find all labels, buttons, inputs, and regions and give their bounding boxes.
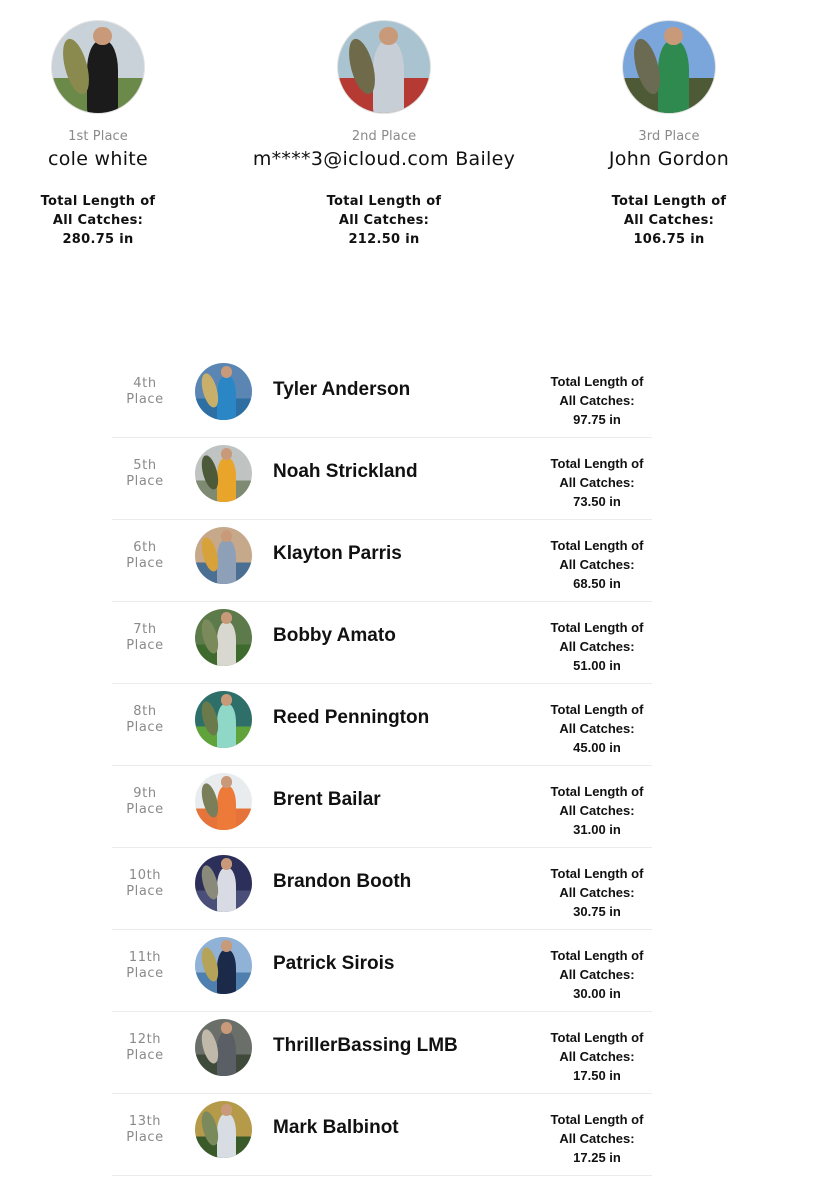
total-value: 45.00 in [573,740,621,755]
total-length [542,1110,652,1167]
avatar[interactable] [195,855,252,912]
total-label-line-2: All Catches: [559,475,635,490]
avatar[interactable] [195,773,252,830]
angler-figure [217,458,236,502]
total-label-line-1: Total Length of [550,1112,644,1127]
angler-head [664,27,682,45]
total-label-line-1: Total Length of [611,194,727,209]
total-value: 280.75 in [62,232,134,247]
total-label-line-1: Total Length of [326,194,442,209]
angler-name[interactable]: Mark Balbinot [273,1117,399,1138]
place-label [112,950,178,982]
total-label-line-1: Total Length of [550,538,644,553]
podium-card-1st[interactable] [0,20,248,249]
avatar[interactable] [195,609,252,666]
total-label-line-1: Total Length of [550,1030,644,1045]
angler-figure [217,786,236,830]
avatar[interactable] [195,363,252,420]
avatar[interactable] [195,691,252,748]
total-length [542,864,652,921]
total-label-line-1: Total Length of [550,456,644,471]
avatar[interactable] [195,527,252,584]
podium-top-three [0,0,813,260]
angler-figure [217,704,236,748]
total-length [519,192,813,249]
total-label-line-2: All Catches: [559,393,635,408]
avatar[interactable] [51,20,145,114]
place-word: Place [126,1048,164,1063]
place-word: Place [126,884,164,899]
place-word: Place [126,802,164,817]
total-label-line-1: Total Length of [550,948,644,963]
angler-name[interactable]: Tyler Anderson [273,379,411,400]
angler-head [221,1022,232,1033]
angler-name[interactable]: Patrick Sirois [273,953,395,974]
place-label [112,868,178,900]
total-label-line-2: All Catches: [623,213,715,228]
avatar[interactable] [195,1019,252,1076]
leaderboard-row[interactable] [112,930,652,1012]
leaderboard-row[interactable] [112,520,652,602]
total-label-line-2: All Catches: [559,1131,635,1146]
angler-name[interactable]: Brent Bailar [273,789,381,810]
place-label [112,1032,178,1064]
place-label [112,786,178,818]
total-label-line-2: All Catches: [52,213,144,228]
angler-figure [87,41,118,114]
place-label [112,704,178,736]
place-number: 11th [128,950,162,965]
total-label-line-1: Total Length of [550,702,644,717]
place-word: Place [126,556,164,571]
total-length [542,946,652,1003]
place-label: 3rd Place [638,129,700,144]
place-label [112,540,178,572]
leaderboard-row[interactable] [112,438,652,520]
angler-head [221,940,232,951]
leaderboard-row[interactable] [112,684,652,766]
place-word: Place [126,720,164,735]
avatar[interactable] [195,1101,252,1158]
total-value: 51.00 in [573,658,621,673]
place-number: 5th [133,458,157,473]
place-word: Place [126,966,164,981]
total-length [0,192,248,249]
angler-figure [658,41,689,114]
leaderboard-row[interactable] [112,1012,652,1094]
leaderboard-row[interactable] [112,602,652,684]
angler-head [221,448,232,459]
angler-head [93,27,111,45]
total-label-line-1: Total Length of [550,374,644,389]
total-label-line-1: Total Length of [40,194,156,209]
angler-name[interactable]: Brandon Booth [273,871,412,892]
angler-head [221,530,232,541]
total-value: 212.50 in [348,232,420,247]
angler-name[interactable]: m****3@icloud.com Bailey [252,148,516,170]
angler-figure [217,1114,236,1158]
place-label [112,1114,178,1146]
total-label-line-1: Total Length of [550,866,644,881]
angler-figure [217,376,236,420]
angler-figure [373,41,404,114]
leaderboard-row[interactable] [112,848,652,930]
place-number: 8th [133,704,157,719]
angler-name[interactable]: ThrillerBassing LMB [273,1035,458,1056]
angler-head [221,858,232,869]
total-value: 73.50 in [573,494,621,509]
total-label-line-1: Total Length of [550,620,644,635]
total-value: 106.75 in [633,232,705,247]
total-length [542,700,652,757]
angler-name[interactable]: Reed Pennington [273,707,430,728]
avatar[interactable] [195,937,252,994]
place-label: 2nd Place [351,129,417,144]
total-length [542,1028,652,1085]
total-value: 30.00 in [573,986,621,1001]
total-length [542,618,652,675]
place-label [112,458,178,490]
place-label: 1st Place [68,129,128,144]
total-label-line-2: All Catches: [559,639,635,654]
angler-name[interactable]: cole white [47,148,149,170]
total-label-line-2: All Catches: [559,967,635,982]
total-length [542,372,652,429]
angler-name[interactable]: Noah Strickland [273,461,418,482]
avatar[interactable] [337,20,431,114]
angler-figure [217,950,236,994]
angler-head [221,1104,232,1115]
place-word: Place [126,392,164,407]
place-word: Place [126,1130,164,1145]
total-length [542,454,652,511]
leaderboard-row[interactable] [112,766,652,848]
leaderboard-row[interactable] [112,1094,652,1176]
total-label-line-2: All Catches: [559,721,635,736]
place-number: 9th [133,786,157,801]
total-value: 68.50 in [573,576,621,591]
angler-figure [217,1032,236,1076]
place-number: 10th [128,868,162,883]
angler-figure [217,622,236,666]
angler-head [221,776,232,787]
avatar[interactable] [622,20,716,114]
angler-name[interactable]: John Gordon [608,148,730,170]
total-label-line-2: All Catches: [559,557,635,572]
podium-card-3rd[interactable] [519,20,813,249]
leaderboard-list [112,356,652,1176]
angler-head [221,366,232,377]
total-length [542,782,652,839]
total-label-line-2: All Catches: [338,213,430,228]
place-number: 4th [133,376,157,391]
place-number: 7th [133,622,157,637]
angler-head [221,612,232,623]
total-value: 17.50 in [573,1068,621,1083]
place-label [112,376,178,408]
total-value: 17.25 in [573,1150,621,1165]
place-label [112,622,178,654]
place-number: 6th [133,540,157,555]
place-word: Place [126,474,164,489]
total-label-line-2: All Catches: [559,885,635,900]
place-number: 13th [128,1114,162,1129]
podium-card-2nd[interactable] [234,20,534,249]
total-label-line-1: Total Length of [550,784,644,799]
total-value: 31.00 in [573,822,621,837]
angler-head [221,694,232,705]
angler-figure [217,540,236,584]
place-word: Place [126,638,164,653]
total-label-line-2: All Catches: [559,803,635,818]
place-number: 12th [128,1032,162,1047]
total-label-line-2: All Catches: [559,1049,635,1064]
angler-figure [217,868,236,912]
total-value: 97.75 in [573,412,621,427]
angler-head [379,27,397,45]
avatar[interactable] [195,445,252,502]
total-length [234,192,534,249]
angler-name[interactable]: Klayton Parris [273,543,402,564]
total-value: 30.75 in [573,904,621,919]
total-length [542,536,652,593]
leaderboard-row[interactable] [112,356,652,438]
angler-name[interactable]: Bobby Amato [273,625,396,646]
